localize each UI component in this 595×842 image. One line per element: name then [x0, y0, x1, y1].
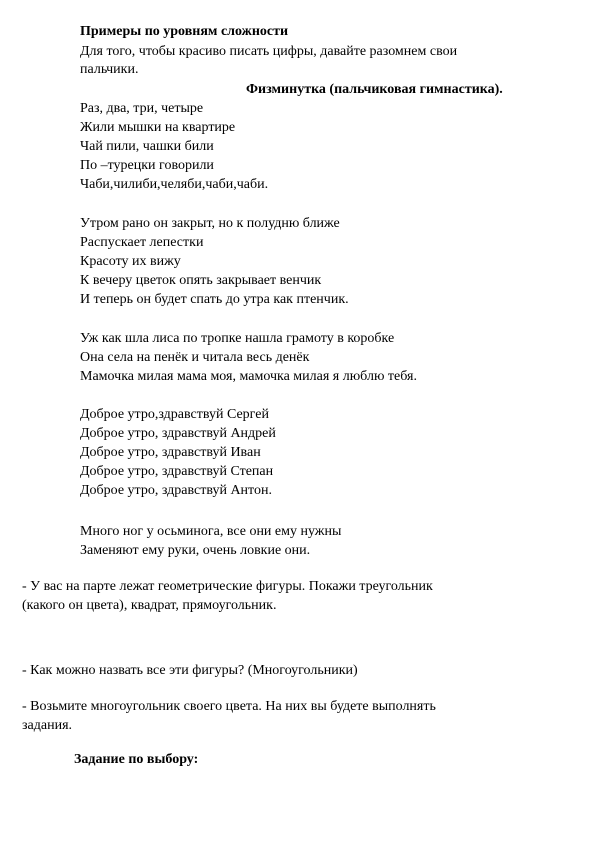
poem-line: Утром рано он закрыт, но к полудню ближе — [80, 216, 340, 231]
poem-line: Чаби,чилиби,челяби,чаби,чаби. — [80, 177, 269, 192]
poem-line: Раз, два, три, четыре — [80, 101, 204, 116]
poem-line: Чай пили, чашки били — [80, 139, 214, 154]
task-shapes-line-2: (какого он цвета), квадрат, прямоугольник. — [22, 598, 277, 613]
section-heading: Примеры по уровням сложности — [80, 24, 289, 39]
poem-line: Доброе утро,здравствуй Сергей — [80, 407, 269, 422]
poem-line: Красоту их вижу — [80, 254, 181, 269]
poem-line: Мамочка милая мама моя, мамочка милая я люблю тебя. — [80, 369, 417, 384]
task-take-line-2: задания. — [22, 718, 73, 733]
poem-line: Уж как шла лиса по тропке нашла грамоту в коробке — [80, 331, 395, 346]
poem-line: Доброе утро, здравствуй Иван — [80, 445, 261, 460]
poem-line: Она села на пенёк и читала весь денёк — [80, 350, 310, 365]
poem-line: Заменяют ему руки, очень ловкие они. — [80, 543, 311, 558]
poem-line: Много ног у осьминога, все они ему нужны — [80, 524, 342, 539]
poem-line: По –турецки говорили — [80, 158, 214, 173]
poem-line: Распускает лепестки — [80, 235, 204, 250]
choice-heading: Задание по выбору: — [74, 752, 199, 767]
subheading: Физминутка (пальчиковая гимнастика). — [246, 82, 503, 97]
poem-line: И теперь он будет спать до утра как птенчик. — [80, 292, 349, 307]
task-take-line-1: - Возьмите многоугольник своего цвета. На них вы будете выполнять — [22, 699, 436, 714]
poem-line: К вечеру цветок опять закрывает венчик — [80, 273, 322, 288]
poem-line: Доброе утро, здравствуй Степан — [80, 464, 274, 479]
task-name-question: - Как можно назвать все эти фигуры? (Многоугольники) — [22, 663, 358, 678]
intro-line-1: Для того, чтобы красиво писать цифры, давайте разомнем свои — [80, 44, 458, 59]
intro-line-2: пальчики. — [80, 62, 139, 77]
poem-line: Доброе утро, здравствуй Андрей — [80, 426, 276, 441]
poem-line: Жили мышки на квартире — [80, 120, 236, 135]
task-shapes-line-1: - У вас на парте лежат геометрические фигуры. Покажи треугольник — [22, 579, 433, 594]
poem-line: Доброе утро, здравствуй Антон. — [80, 483, 272, 498]
